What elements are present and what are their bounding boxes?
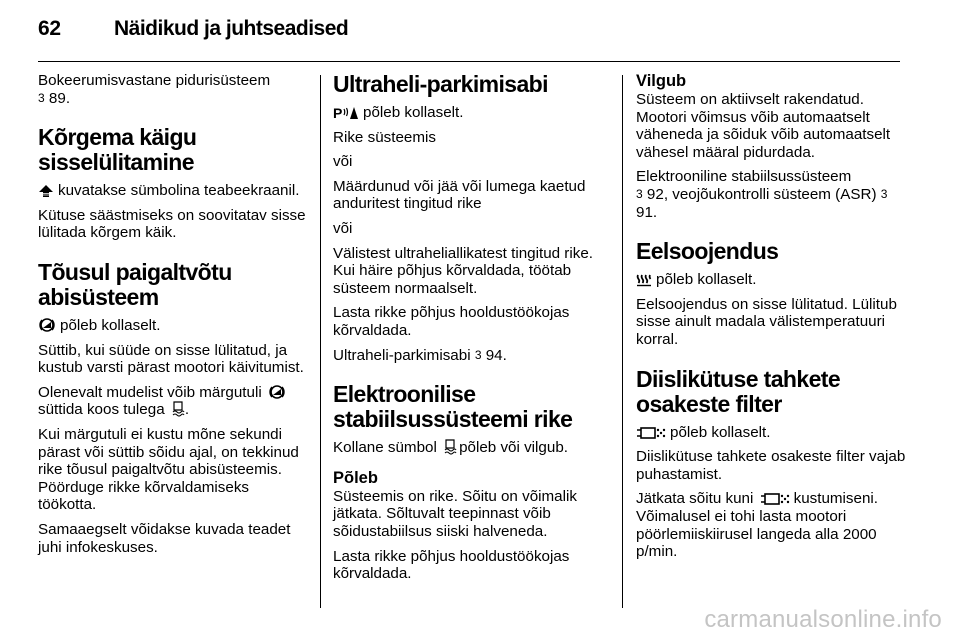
paragraph: Samaaegselt võidakse kuvada teadet juhi infokeskuses. bbox=[38, 520, 291, 556]
page-ref[interactable]: 91. bbox=[636, 203, 658, 221]
section-title: Elektroonilise stabiilsussüsteemi rike bbox=[333, 381, 573, 433]
paragraph bbox=[333, 347, 609, 365]
subsection-title: Vilgub bbox=[636, 72, 687, 90]
subsection-title: Põleb bbox=[333, 468, 378, 487]
upshift-icon bbox=[38, 184, 54, 198]
esp-warning-icon bbox=[443, 439, 457, 455]
page-ref-icon: 3 bbox=[474, 347, 482, 362]
paragraph: Süttib, kui süüde on sisse lülitatud, ja kustub varsti pärast mootori käivitumist. bbox=[38, 341, 304, 377]
paragraph: Välistest ultraheliallikatest tingitud rike. Kui häire põhjus kõrvaldada, töötab süsteem normaalselt. bbox=[333, 244, 593, 297]
page-ref[interactable]: 94. bbox=[485, 346, 507, 364]
page-ref-icon: 3 bbox=[636, 186, 643, 201]
paragraph: Eelsoojendus on sisse lülitatud. Lülitub sisse ainult madala välistemperatuuri korral. bbox=[636, 295, 897, 348]
section-title: Eelsoojendus bbox=[636, 238, 779, 265]
paragraph bbox=[333, 104, 609, 122]
page-title: Näidikud ja juhtseadised bbox=[114, 17, 349, 40]
paragraph: Diislikütuse tahkete osakeste filter vajab puhastamist. bbox=[636, 448, 906, 483]
paragraph-text: kuvatakse sümbolina teabeekraanil. bbox=[58, 182, 300, 200]
paragraph-text: . bbox=[184, 401, 190, 419]
section-title: Diislikütuse tahkete osakeste filter bbox=[636, 365, 841, 417]
paragraph-text: kustumiseni. Võimalusel ei tohi lasta mootori pöörlemiiskiirusel langeda alla 2000 p/min. bbox=[636, 490, 879, 561]
paragraph bbox=[38, 317, 310, 335]
column-2 bbox=[333, 72, 609, 590]
page-ref-icon: 3 bbox=[38, 90, 45, 105]
paragraph-text: põleb kollaselt. bbox=[363, 104, 464, 121]
paragraph-text: põleb või vilgub. bbox=[459, 439, 568, 457]
paragraph-text: Elektrooniline stabiilsussüsteem bbox=[636, 168, 852, 186]
column-3 bbox=[636, 72, 906, 568]
paragraph: või bbox=[333, 219, 353, 237]
diesel-particulate-filter-icon bbox=[760, 492, 790, 506]
watermark: carmanualsonline.info bbox=[704, 606, 942, 633]
page-ref[interactable]: 92, veojõukontrolli süsteem (ASR) bbox=[646, 185, 877, 203]
parking-assist-icon bbox=[333, 105, 359, 120]
paragraph bbox=[38, 182, 310, 200]
paragraph-text: põleb kollaselt. bbox=[60, 316, 161, 334]
paragraph: Kui märgutuli ei kustu mõne sekundi pärast või süttib sõidu ajal, on tekkinud rike tõusul paigaltvõtu abisüsteemis. Pöörduge rikke kõrvaldamiseks töökotta. bbox=[38, 425, 299, 514]
paragraph bbox=[38, 384, 310, 419]
paragraph: Lasta rikke põhjus hooldustöökojas kõrvaldada. bbox=[333, 304, 570, 339]
esp-warning-icon bbox=[171, 401, 185, 417]
section-title: Kõrgema käigu sisselülitamine bbox=[38, 124, 197, 176]
paragraph: Määrdunud või jää või lumega kaetud anduritest tingitud rike bbox=[333, 177, 586, 213]
header-rule bbox=[38, 61, 900, 62]
hill-start-assist-icon bbox=[268, 384, 286, 400]
paragraph-text: Jätkata sõitu kuni bbox=[636, 490, 754, 508]
page-number: 62 bbox=[38, 17, 61, 40]
glow-plug-icon bbox=[636, 273, 652, 287]
paragraph-text: Ultraheli-parkimisabi bbox=[333, 346, 471, 364]
paragraph: või bbox=[333, 153, 353, 171]
intro-text: Bokeerumisvastane pidurisüsteem bbox=[38, 72, 271, 89]
paragraph bbox=[636, 168, 906, 221]
svg-text:P: P bbox=[333, 105, 343, 120]
section-title: Tõusul paigaltvõtu abisüsteem bbox=[38, 258, 232, 310]
paragraph bbox=[333, 439, 609, 457]
section-title: Ultraheli-parkimisabi bbox=[333, 71, 548, 97]
paragraph-text: Olenevalt mudelist võib märgutuli bbox=[38, 383, 262, 401]
paragraph: Kütuse säästmiseks on soovitatav sisse lülitada kõrgem käik. bbox=[38, 206, 306, 242]
paragraph-text: Kollane sümbol bbox=[333, 439, 437, 457]
paragraph: Süsteem on aktiivselt rakendatud. Mootori võimsus võib automaatselt väheneda ja sõiduk võib automaatselt vähesel määral pidurdada. bbox=[636, 91, 891, 161]
paragraph-text: põleb kollaselt. bbox=[656, 271, 757, 289]
paragraph-text: põleb kollaselt. bbox=[670, 423, 771, 441]
paragraph: Lasta rikke põhjus hooldustöökojas kõrvaldada. bbox=[333, 547, 570, 583]
paragraph bbox=[636, 271, 906, 289]
page-ref[interactable]: 89. bbox=[48, 89, 71, 107]
column-divider bbox=[320, 75, 321, 608]
column-divider bbox=[622, 75, 623, 608]
diesel-particulate-filter-icon bbox=[636, 426, 666, 440]
hill-start-assist-icon bbox=[38, 317, 56, 333]
paragraph bbox=[636, 424, 906, 442]
intro-paragraph bbox=[38, 72, 310, 107]
column-1 bbox=[38, 72, 310, 563]
paragraph: Rike süsteemis bbox=[333, 128, 436, 146]
paragraph bbox=[636, 490, 906, 560]
paragraph: Süsteemis on rike. Sõitu on võimalik jätkata. Sõltuvalt teepinnast võib sõidustabiilsus siiski halveneda. bbox=[333, 487, 577, 540]
paragraph-text: süttida koos tulega bbox=[38, 401, 165, 419]
page-ref-icon: 3 bbox=[880, 186, 888, 201]
